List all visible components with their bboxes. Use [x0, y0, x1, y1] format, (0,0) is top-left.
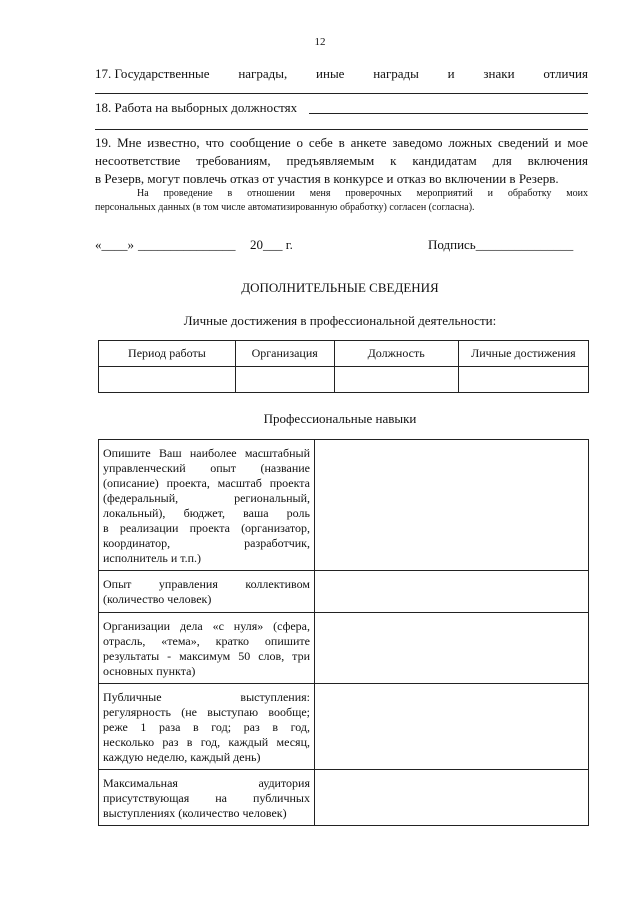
skill-question-line: (количество человек) [103, 592, 212, 606]
skill-question-line: реже 1 раза в год; раз в год, [103, 720, 310, 734]
skill-question [99, 613, 315, 684]
item-17-word: отличия [543, 66, 588, 81]
skill-question-line: исполнитель и т.п.) [103, 551, 202, 565]
table-row [99, 770, 589, 826]
item-18-fill-line-2[interactable] [95, 129, 588, 130]
skill-question-line: присутствующая на публичных [103, 791, 310, 805]
achievements-cell[interactable] [458, 367, 588, 393]
item-18-label: 18. Работа на выборных должностях [95, 100, 298, 115]
item-17-word: награды, [238, 66, 288, 81]
table-row [99, 440, 589, 571]
skill-question-line: в реализации проекта (организатор, [103, 521, 310, 535]
date-month-field[interactable]: _______________ [138, 237, 236, 252]
column-header-organization: Организация [235, 341, 334, 367]
position-cell[interactable] [334, 367, 458, 393]
period-cell[interactable] [99, 367, 236, 393]
column-header-achievements: Личные достижения [458, 341, 588, 367]
item-17-word: награды [373, 66, 419, 81]
skill-question [99, 571, 315, 613]
skill-answer-cell[interactable] [315, 440, 589, 571]
table-header-row [99, 341, 589, 367]
table-row [99, 571, 589, 613]
consent-text [95, 187, 588, 215]
skill-question-line: (описание) проекта, масштаб проекта [103, 476, 310, 490]
item-17-fill-line[interactable] [95, 93, 588, 94]
skill-question [99, 684, 315, 770]
skill-question-line: выступлениях (количество человек) [103, 806, 287, 820]
skill-question-line: регулярность (не выступаю вообще; [103, 705, 310, 719]
item-17-word: 17. Государственные [95, 66, 210, 81]
skill-question-line: Публичные выступления: [103, 690, 310, 704]
skill-question [99, 440, 315, 571]
item-17-label [95, 66, 588, 82]
skill-answer-cell[interactable] [315, 571, 589, 613]
skill-answer-cell[interactable] [315, 770, 589, 826]
signature-field[interactable]: Подпись_______________ [428, 237, 574, 252]
item-17-word: и [447, 66, 455, 81]
item-17-word: знаки [483, 66, 515, 81]
item-19-line: 19. Мне известно, что сообщение о себе в анкете заведомо ложных сведений и мое [95, 135, 588, 150]
consent-line: На проведение в отношении меня проверочных мероприятий и обработку моих [137, 188, 588, 199]
skill-question-line: Опишите Ваш наиболее масштабный [103, 446, 310, 460]
skill-question-line: каждую неделю, каждый день) [103, 750, 261, 764]
skill-question-line: Организации дела «с нуля» (сфера, [103, 619, 310, 633]
skill-question-line: Опыт управления коллективом [103, 577, 310, 591]
table-row [99, 684, 589, 770]
date-year-field[interactable]: 20___ г. [250, 237, 293, 252]
table-row [99, 367, 589, 393]
additional-info-title: ДОПОЛНИТЕЛЬНЫЕ СВЕДЕНИЯ [241, 280, 439, 295]
achievements-heading: Личные достижения в профессиональной деятельности: [183, 313, 497, 328]
page-number: 12 [314, 36, 326, 48]
item-19-statement [95, 134, 588, 188]
column-header-period: Период работы [99, 341, 236, 367]
skill-question-line: отрасль, «тема», кратко опишите [103, 634, 310, 648]
achievements-table [98, 340, 589, 393]
skill-question-line: Максимальная аудитория [103, 776, 310, 790]
skill-question [99, 770, 315, 826]
skills-table [98, 439, 589, 826]
item-19-line: несоответствие требованиям, предъявляемым к кандидатам для включения [95, 153, 588, 168]
table-row [99, 613, 589, 684]
skill-answer-cell[interactable] [315, 684, 589, 770]
skills-heading: Профессиональные навыки [263, 411, 417, 426]
skill-question-line: результаты - максимум 50 слов, три [103, 649, 310, 663]
consent-line: персональных данных (в том числе автоматизированную обработку) согласен (согласна). [95, 202, 475, 213]
item-18-fill-line[interactable] [309, 113, 588, 114]
item-19-line: в Резерв, могут повлечь отказ от участия в конкурсе и отказ во включении в Резерв. [95, 171, 559, 186]
column-header-position: Должность [334, 341, 458, 367]
organization-cell[interactable] [235, 367, 334, 393]
date-day-field[interactable]: «____» [95, 237, 134, 252]
skill-question-line: локальный), бюджет, ваша роль [103, 506, 310, 520]
skill-question-line: управленческий опыт (название [103, 461, 310, 475]
item-17-word: иные [316, 66, 345, 81]
skill-question-line: координатор, разработчик, [103, 536, 310, 550]
skill-question-line: (федеральный, региональный, [103, 491, 310, 505]
skill-question-line: несколько раз в год, каждый месяц, [103, 735, 310, 749]
skill-answer-cell[interactable] [315, 613, 589, 684]
skill-question-line: основных пункта) [103, 664, 196, 678]
